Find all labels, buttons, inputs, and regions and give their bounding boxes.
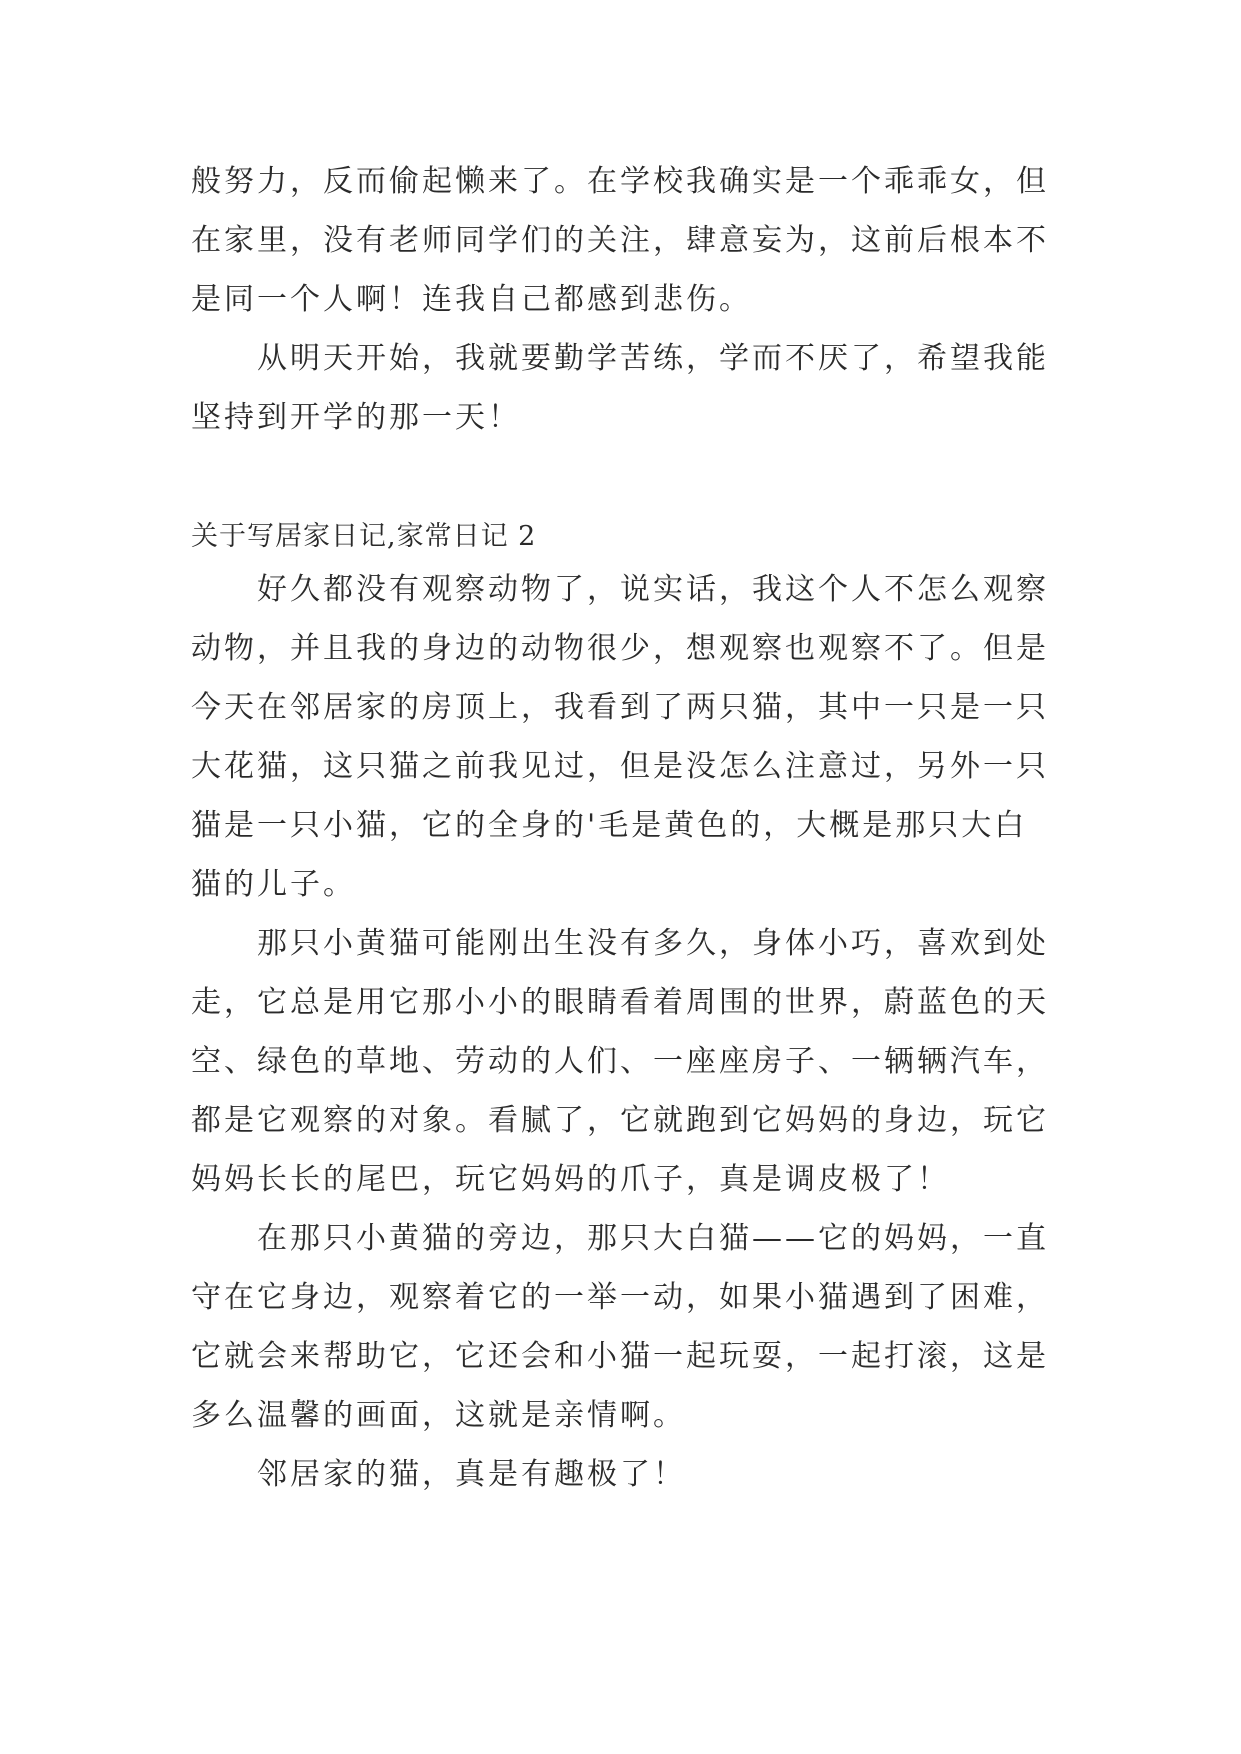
text-line: 般努力，反而偷起懒来了。在学校我确实是一个乖乖女，但: [191, 164, 1049, 199]
text-line: 守在它身边，观察着它的一举一动，如果小猫遇到了困难，: [191, 1280, 1049, 1315]
text-line: 它就会来帮助它，它还会和小猫一起玩耍，一起打滚，这是: [191, 1339, 1049, 1374]
text-line: 在那只小黄猫的旁边，那只大白猫——它的妈妈，一直: [191, 1221, 1049, 1256]
text-line: 那只小黄猫可能刚出生没有多久，身体小巧，喜欢到处: [191, 926, 1049, 961]
text-line: 大花猫，这只猫之前我见过，但是没怎么注意过，另外一只: [191, 749, 1049, 784]
text-line: 多么温馨的画面，这就是亲情啊。: [191, 1398, 686, 1433]
text-line: 猫的儿子。: [191, 867, 356, 902]
text-line: 是同一个人啊！连我自己都感到悲伤。: [191, 282, 752, 317]
text-line: 猫是一只小猫，它的全身的'毛是黄色的，大概是那只大白: [191, 808, 1028, 843]
text-line: 从明天开始，我就要勤学苦练，学而不厌了，希望我能: [191, 341, 1049, 376]
section-2-title: 关于写居家日记,家常日记 2: [191, 521, 537, 552]
section-1-body: [191, 152, 1051, 447]
text-line: 好久都没有观察动物了，说实话，我这个人不怎么观察: [191, 572, 1049, 607]
text-line: 空、绿色的草地、劳动的人们、一座座房子、一辆辆汽车，: [191, 1044, 1049, 1079]
text-line: 动物，并且我的身边的动物很少，想观察也观察不了。但是: [191, 631, 1049, 666]
text-line: 在家里，没有老师同学们的关注，肆意妄为，这前后根本不: [191, 223, 1049, 258]
text-line: 走，它总是用它那小小的眼睛看着周围的世界，蔚蓝色的天: [191, 985, 1049, 1020]
text-line: 邻居家的猫，真是有趣极了！: [191, 1457, 686, 1492]
text-line: 坚持到开学的那一天！: [191, 400, 521, 435]
text-line: 都是它观察的对象。看腻了，它就跑到它妈妈的身边，玩它: [191, 1103, 1049, 1138]
text-line: 今天在邻居家的房顶上，我看到了两只猫，其中一只是一只: [191, 690, 1049, 725]
text-line: 妈妈长长的尾巴，玩它妈妈的爪子，真是调皮极了！: [191, 1162, 950, 1197]
section-2-body: [191, 560, 1051, 1504]
